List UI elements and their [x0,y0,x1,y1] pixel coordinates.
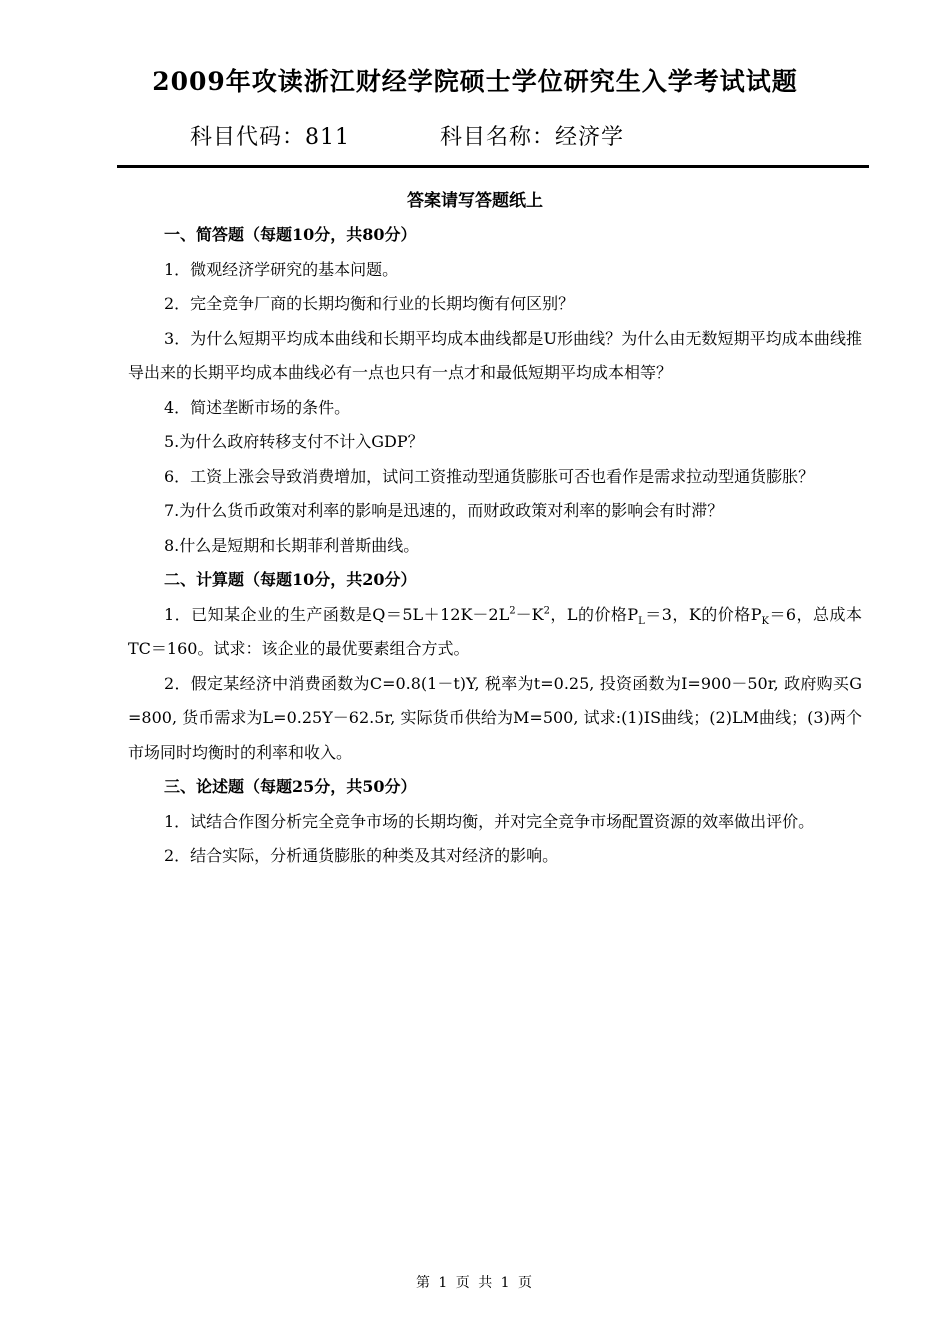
question: 8.什么是短期和长期菲利普斯曲线。 [164,535,420,555]
question: 2．结合实际，分析通货膨胀的种类及其对经济的影响。 [164,846,559,865]
section-heading: 三、论述题（每题25分，共50分） [164,777,417,796]
subject-name: 科目名称：经济学 [440,125,625,150]
question: 7.为什么货币政策对利率的影响是迅速的，而财政政策对利率的影响会有时滞？ [164,501,724,520]
section-heading: 二、计算题（每题10分，共20分） [164,570,417,589]
question: 5.为什么政府转移支付不计入GDP？ [164,432,424,451]
question: 6．工资上涨会导致消费增加，试问工资推动型通货膨胀可否也看作是需求拉动型通货膨胀？ [164,466,815,486]
question: 2．假定某经济中消费函数为C=0.8(1－t)Y, 税率为t=0.25, 投资函数为I=900－50r, 政府购买G =800, 货币需求为L=0.25Y－62.5r, 实际货币供给为M=500, 试求:(1)IS曲线；(2)LM曲线；(3)两个市场同时均衡时的利率和收入。 [128,673,862,762]
subject-line [190,120,624,151]
subject-code: 科目代码：811 [190,125,350,150]
question: 1．已知某企业的生产函数是$Q=5L+12K-2L^2-K^2$，L的价格$P_L=3$，K的价格$P_K=6$，总成本TC＝160。试求：该企业的最优要素组合方式。 [128,604,862,658]
exam-body [128,218,862,874]
question: 3．为什么短期平均成本曲线和长期平均成本曲线都是U形曲线？为什么由无数短期平均成本曲线推导出来的长期平均成本曲线必有一点也只有一点才和最低短期平均成本相等？ [128,328,862,382]
question: 4．简述垄断市场的条件。 [164,397,351,417]
section-heading: 一、简答题（每题10分，共80分） [164,225,417,244]
page-footer: 第 1 页 共 1 页 [415,1275,535,1291]
header-divider [117,165,869,168]
question: 2．完全竞争厂商的长期均衡和行业的长期均衡有何区别？ [164,294,575,313]
question: 1．微观经济学研究的基本问题。 [164,259,399,279]
question: 1．试结合作图分析完全竞争市场的长期均衡，并对完全竞争市场配置资源的效率做出评价。 [164,811,815,831]
page-title: 2009年攻读浙江财经学院硕士学位研究生入学考试试题 [152,67,798,96]
answer-notice: 答案请写答题纸上 [407,191,543,211]
